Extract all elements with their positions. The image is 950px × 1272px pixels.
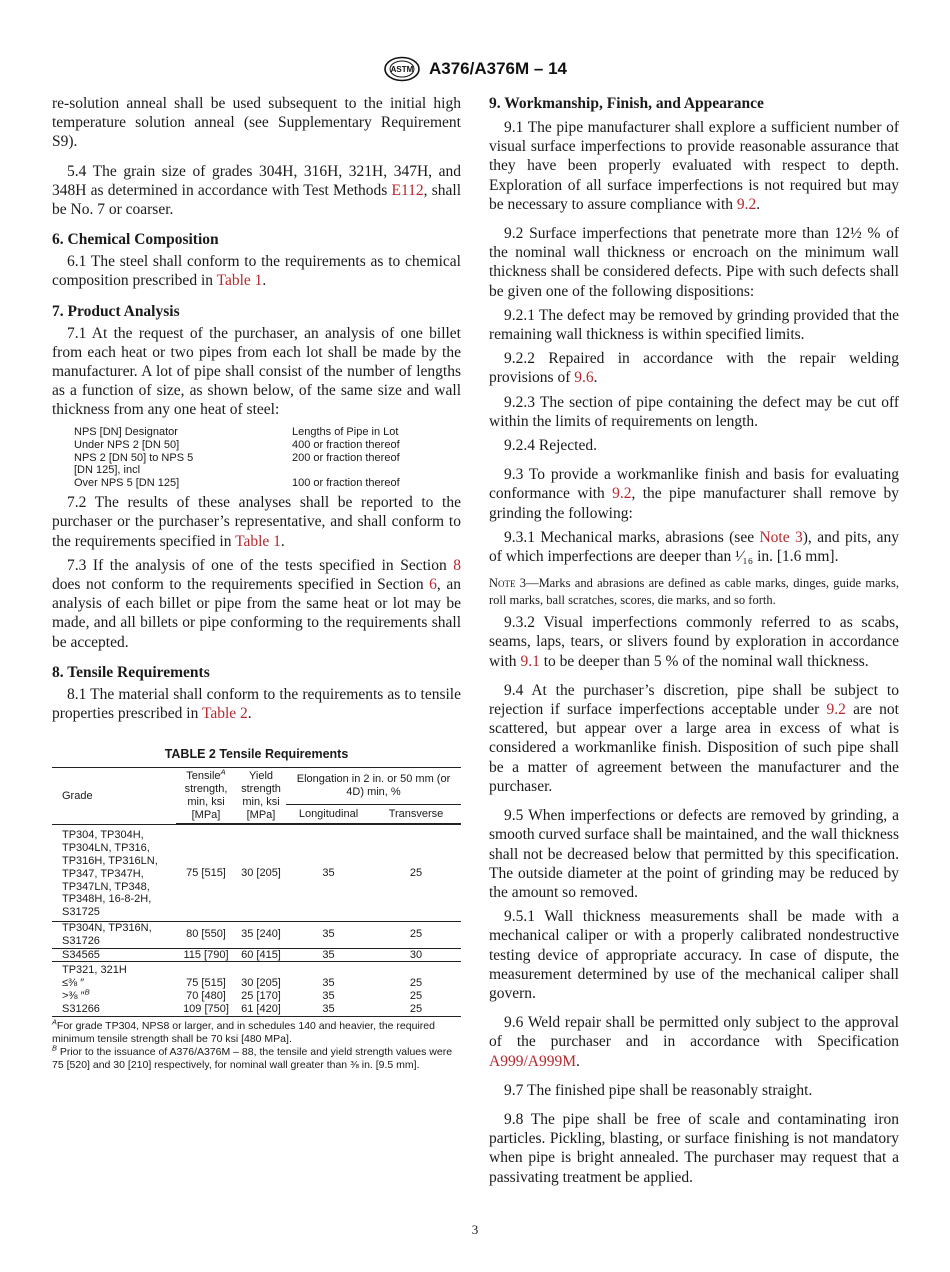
right-column	[489, 94, 899, 1187]
table-row: S34565 115 [790] 60 [415] 35 30	[52, 948, 461, 962]
logo-text: ASTM	[390, 65, 414, 74]
paragraph-9-8: 9.8 The pipe shall be free of scale and contaminating iron particles. Pickling, blasting, or surface finishing is not mandatory when pipe is bright annealed. The purchaser may request that a passivating treatment be applied.	[489, 1110, 899, 1186]
note-3: Note 3—Marks and abrasions are defined as cable marks, dinges, guide marks, roll marks, ball scratches, scores, die marks, and so forth.	[489, 576, 899, 607]
col-grade-header: Grade	[52, 768, 176, 824]
left-column	[52, 94, 461, 1072]
paragraph-9-2-2: 9.2.2 Repaired in accordance with the repair welding provisions of 9.6.	[489, 350, 899, 387]
lot-table-row: Over NPS 5 [DN 125] 100 or fraction thereof	[74, 476, 400, 489]
table-footnote-a: $^A$For grade TP304, NPS8 or larger, and in schedules 140 and heavier, the required minimum tensile strength shall be 70 ksi [480 MPa].	[52, 1017, 435, 1045]
table-row: TP321, 321H	[62, 964, 127, 977]
paragraph-9-6: 9.6 Weld repair shall be permitted only subject to the approval of the purchaser and in accordance with Specification A999/A999M.	[489, 1014, 899, 1070]
link-e112[interactable]: E112	[391, 181, 424, 199]
link-9-2[interactable]: 9.2	[612, 485, 632, 503]
paragraph-9-4: 9.4 At the purchaser’s discretion, pipe shall be subject to rejection if surface imperfections acceptable under 9.2 are not scattered, but appear over a large area in excess of what is considered a workmanlike finish. Disposition of such pipe shall be a matter of agreement between the manufacturer and the purchaser.	[489, 681, 899, 795]
section-8-heading: 8. Tensile Requirements	[52, 663, 210, 681]
table-footnote-b: $^B$ Prior to the issuance of A376/A376M – 88, the tensile and yield strength values were 75 [520] and 30 [210] respectively, for nominal wall greater than ⅜ in. [9.5 mm].	[52, 1043, 453, 1071]
section-6-heading: 6. Chemical Composition	[52, 231, 219, 249]
paragraph-9-2: 9.2 Surface imperfections that penetrate more than 12½ % of the nominal wall thickness or encroach on the minimum wall thickness shall be considered defects. Pipe with such defects shall be given one of the following dispositions:	[489, 225, 899, 300]
paragraph-9-3-2: 9.3.2 Visual imperfections commonly referred to as scabs, seams, laps, tears, or slivers found by exploration in accordance with 9.1 to be deeper than 5 % of the nominal wall thickness.	[489, 614, 899, 670]
col-yield-header: Yield strength min, ksi [MPa]	[236, 768, 286, 824]
link-note-3[interactable]: Note 3	[759, 528, 803, 546]
page-number: 3	[471, 1222, 479, 1237]
table-row: TP304N, TP316N, S31726 80 [550] 35 [240] 35 25	[52, 921, 461, 948]
link-section-6[interactable]: 6	[429, 575, 437, 593]
link-9-1[interactable]: 9.1	[520, 652, 540, 670]
col-transverse-header: Transverse	[371, 804, 461, 824]
tensile-requirements-table	[52, 767, 461, 1016]
paragraph-9-2-1: 9.2.1 The defect may be removed by grinding provided that the remaining wall thickness is within specified limits.	[489, 306, 899, 344]
paragraph-8-1: 8.1 The material shall conform to the requirements as to tensile properties prescribed in Table 2.	[52, 685, 461, 722]
page-header	[0, 54, 950, 84]
link-a999[interactable]: A999/A999M	[489, 1052, 576, 1070]
link-table-1[interactable]: Table 1	[216, 272, 263, 290]
table-row: >⅜ ″$^B$ 70 [480] 25 [170] 35 25	[62, 987, 423, 1002]
paragraph-9-5-1: 9.5.1 Wall thickness measurements shall be made with a mechanical caliper or with a properly calibrated nondestructive testing device of appropriate accuracy. In case of dispute, the measurement determined by use of the mechanical caliper shall govern.	[489, 908, 899, 1002]
table-row: TP304, TP304H, TP304LN, TP316, TP316H, TP316LN, TP347, TP347H, TP347LN, TP348, TP348H, 16-8-2H, S31725 75 [515] 30 [205] 35 25	[52, 825, 461, 922]
col-longitudinal-header: Longitudinal	[286, 804, 371, 824]
lot-table-row: NPS 2 [DN 50] to NPS 5 200 or fraction thereof	[74, 451, 400, 464]
astm-logo-icon	[383, 56, 421, 82]
link-9-6[interactable]: 9.6	[574, 369, 594, 387]
link-9-2[interactable]: 9.2	[826, 701, 846, 719]
col-tensile-header: Tensile$^A$ strength, min, ksi [MPa]	[176, 768, 236, 824]
paragraph-9-3-1: 9.3.1 Mechanical marks, abrasions (see Note 3), and pits, any of which imperfections are deeper than ¹⁄₁₆ in. [1.6 mm].	[489, 528, 899, 566]
lot-size-table	[74, 426, 424, 490]
lot-table-header-size: NPS [DN] Designator	[74, 425, 178, 438]
paragraph-9-7: 9.7 The finished pipe shall be reasonably straight.	[504, 1081, 813, 1099]
paragraph-7-3: 7.3 If the analysis of one of the tests specified in Section 8 does not conform to the requirements specified in Section 6, an analysis of each billet or pipe from the same heat or lot may be made, and all billets or pipe conforming to the requirements shall be accepted.	[52, 556, 461, 651]
paragraph-9-3: 9.3 To provide a workmanlike finish and basis for evaluating conformance with 9.2, the pipe manufacturer shall remove by grinding the following:	[489, 466, 899, 522]
link-section-8[interactable]: 8	[453, 556, 461, 574]
link-table-2[interactable]: Table 2	[201, 704, 248, 722]
link-9-2[interactable]: 9.2	[736, 195, 757, 213]
table-2-title: TABLE 2 Tensile Requirements	[164, 747, 349, 762]
paragraph-9-5: 9.5 When imperfections or defects are removed by grinding, a smooth curved surface shall be maintained, and the wall thickness shall not be decreased below that permitted by this specification. The outside diameter at the point of grinding may be reduced by the amount so removed.	[489, 807, 899, 901]
lot-table-row: [DN 125], incl	[74, 464, 141, 477]
section-7-heading: 7. Product Analysis	[52, 302, 180, 320]
col-elongation-header: Elongation in 2 in. or 50 mm (or 4D) min, %	[286, 768, 461, 804]
paragraph-9-2-4: 9.2.4 Rejected.	[504, 437, 597, 455]
paragraph-9-1: 9.1 The pipe manufacturer shall explore a sufficient number of visual surface imperfections to provide reasonable assurance that they have been properly evaluated with respect to depth. Exploration of all surface imperfections is not required but may be necessary to assure compliance with 9.2.	[489, 119, 899, 213]
standard-designation: A376/A376M – 14	[429, 59, 567, 78]
paragraph-5-4: 5.4 The grain size of grades 304H, 316H, 321H, 347H, and 348H as determined in accordance with Test Methods E112, shall be No. 7 or coarser.	[52, 162, 461, 219]
paragraph-continued: re-solution anneal shall be used subsequent to the initial high temperature solution anneal (see Supplementary Requirement S9).	[52, 95, 461, 151]
table-row: ≤⅜ ″ 75 [515] 30 [205] 35 25	[62, 977, 423, 990]
table-row: S31266 109 [750] 61 [420] 35 25	[52, 1003, 461, 1016]
paragraph-7-1: 7.1 At the request of the purchaser, an analysis of one billet from each heat or two pipes from each lot shall be made by the manufacturer. A lot of pipe shall consist of the number of lengths as a function of size, as shown below, of the same size and wall thickness from any one heat of steel:	[52, 324, 461, 419]
lot-table-header-lot: Lengths of Pipe in Lot	[292, 425, 399, 438]
lot-table-row: Under NPS 2 [DN 50] 400 or fraction thereof	[74, 439, 400, 452]
link-table-1[interactable]: Table 1	[235, 532, 281, 550]
paragraph-9-2-3: 9.2.3 The section of pipe containing the defect may be cut off within the limits of requirements on length.	[489, 393, 899, 430]
section-9-heading: 9. Workmanship, Finish, and Appearance	[489, 95, 764, 112]
paragraph-7-2: 7.2 The results of these analyses shall be reported to the purchaser or the purchaser’s representative, and shall conform to the requirements specified in Table 1.	[52, 494, 461, 550]
paragraph-6-1: 6.1 The steel shall conform to the requirements as to chemical composition prescribed in Table 1.	[52, 253, 461, 290]
